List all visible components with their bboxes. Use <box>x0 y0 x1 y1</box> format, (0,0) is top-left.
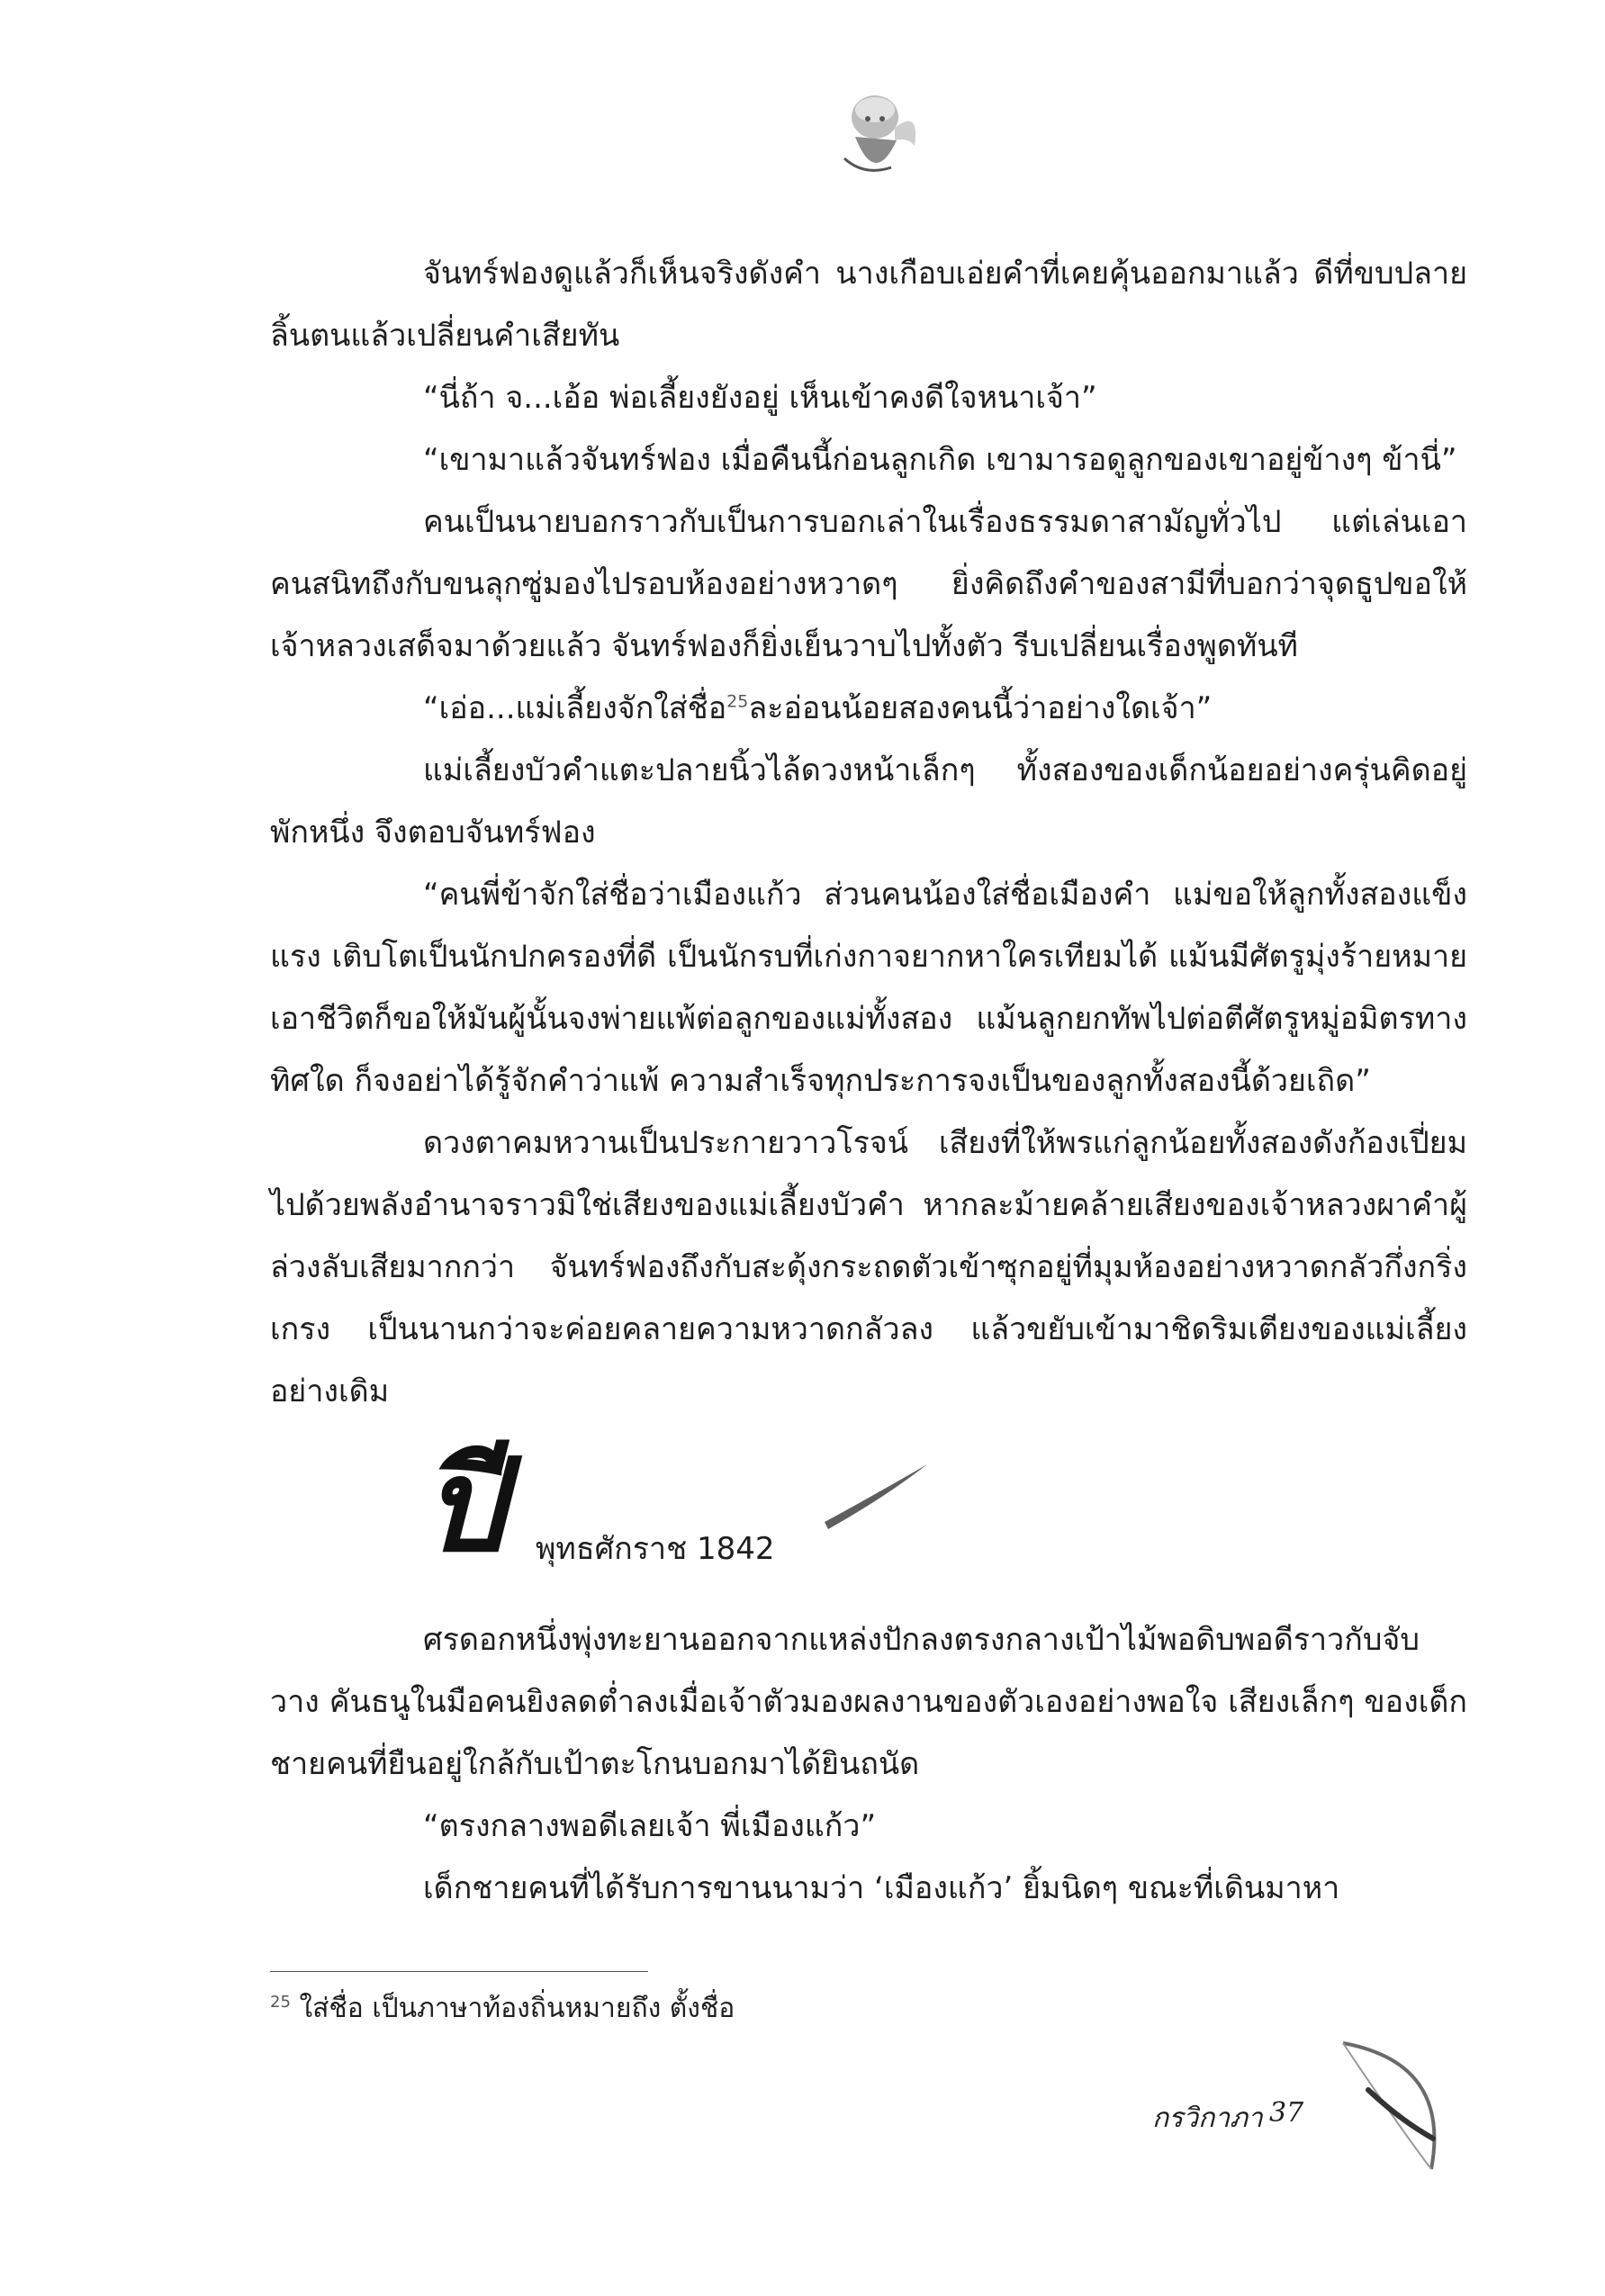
dialogue-part: “เอ่อ...แม่เลี้ยงจักใส่ชื่อ <box>423 690 727 726</box>
paragraph: จันทร์ฟองดูแล้วก็เห็นจริงดังคำ นางเกือบเอ่ยคำที่เคยคุ้นออกมาแล้ว ดีที่ขบปลายลิ้นตนแล้วเปลี่ยนคำเสียทัน <box>270 256 1467 354</box>
body-text <box>270 243 1467 1920</box>
dialogue: “คนพี่ข้าจักใส่ชื่อว่าเมืองแก้ว ส่วนคนน้องใส่ชื่อเมืองคำ แม่ขอให้ลูกทั้งสองแข็งแรง เติบโตเป็นนักปกครองที่ดี เป็นนักรบที่เก่งกาจยากหาใครเทียมได้ แม้นมีศัตรูมุ่งร้ายหมายเอาชีวิตก็ขอให้มันผู้นั้นจงพ่ายแพ้ต่อลูกของแม่ทั้งสอง แม้นลูกยกทัพไปต่อตีศัตรูหมู่อมิตรทางทิศใด ก็จงอย่าได้รู้จักคำว่าแพ้ ความสำเร็จทุกประการจงเป็นของลูกทั้งสองนี้ด้วยเถิด” <box>270 877 1467 1099</box>
paragraph: เด็กชายคนที่ได้รับการขานนามว่า ‘เมืองแก้ว’ ยิ้มนิดๆ ขณะที่เดินมาหา <box>423 1870 1340 1906</box>
drop-cap: ปี <box>423 1431 505 1580</box>
dialogue-part: ละอ่อนน้อยสองคนนี้ว่าอย่างใดเจ้า” <box>748 690 1213 726</box>
cupid-ornament-icon <box>828 81 927 189</box>
bow-ornament-icon <box>1332 2034 1458 2178</box>
running-footer-title: กรวิกาภา <box>1152 2102 1263 2134</box>
paragraph: ศรดอกหนึ่งพุ่งทะยานออกจากแหล่งปักลงตรงกลางเป้าไม้พอดิบพอดีราวกับจับวาง คันธนูในมือคนยิงลดต่ำลงเมื่อเจ้าตัวมองผลงานของตัวเองอย่างพอใจ เสียงเล็กๆ ของเด็กชายคนที่ยืนอยู่ใกล้กับเป้าตะโกนบอกมาได้ยินถนัด <box>270 1622 1467 1782</box>
footnote-number: 25 <box>270 1993 291 2012</box>
paragraph: คนเป็นนายบอกราวกับเป็นการบอกเล่าในเรื่องธรรมดาสามัญทั่วไป แต่เล่นเอาคนสนิทถึงกับขนลุกซู่มองไปรอบห้องอย่างหวาดๆ ยิ่งคิดถึงคำของสามีที่บอกว่าจุดธูปขอให้เจ้าหลวงเสด็จมาด้วยแล้ว จันทร์ฟองก็ยิ่งเย็นวาบไปทั้งตัว รีบเปลี่ยนเรื่องพูดทันที <box>270 504 1467 664</box>
dialogue <box>270 678 1467 740</box>
footnote-text: ใส่ชื่อ เป็นภาษาท้องถิ่นหมายถึง ตั้งชื่อ <box>290 1993 735 2024</box>
dialogue: “ตรงกลางพอดีเลยเจ้า พี่เมืองแก้ว” <box>423 1808 877 1844</box>
section-heading <box>270 1431 1467 1609</box>
paragraph: แม่เลี้ยงบัวคำแตะปลายนิ้วไล้ดวงหน้าเล็กๆ ทั้งสองของเด็กน้อยอย่างครุ่นคิดอยู่พักหนึ่ง จึงตอบจันทร์ฟอง <box>270 752 1467 851</box>
footnote <box>270 1980 735 2031</box>
footnote-divider <box>270 1971 648 1972</box>
dialogue: “นี่ถ้า จ...เอ้อ พ่อเลี้ยงยังอยู่ เห็นเข้าคงดีใจหนาเจ้า” <box>423 380 1097 416</box>
section-year: พุทธศักราช 1842 <box>536 1531 775 1567</box>
dialogue: “เขามาแล้วจันทร์ฟอง เมื่อคืนนี้ก่อนลูกเกิด เขามารอดูลูกของเขาอยู่ข้างๆ ข้านี่” <box>423 442 1457 478</box>
footnote-reference: 25 <box>726 691 749 712</box>
paragraph: ดวงตาคมหวานเป็นประกายวาวโรจน์ เสียงที่ให้พรแก่ลูกน้อยทั้งสองดังก้องเปี่ยมไปด้วยพลังอำนาจราวมิใช่เสียงของแม่เลี้ยงบัวคำ หากละม้ายคล้ายเสียงของเจ้าหลวงผาคำผู้ล่วงลับเสียมากกว่า จันทร์ฟองถึงกับสะดุ้งกระถดตัวเข้าซุกอยู่ที่มุมห้องอย่างหวาดกลัวกึ่งกริ่งเกรง เป็นนานกว่าจะค่อยคลายความหวาดกลัวลง แล้วขยับเข้ามาชิดริมเตียงของแม่เลี้ยงอย่างเดิม <box>270 1125 1467 1409</box>
brush-stroke-icon <box>819 1452 936 1533</box>
page-number: 37 <box>1269 2097 1304 2129</box>
